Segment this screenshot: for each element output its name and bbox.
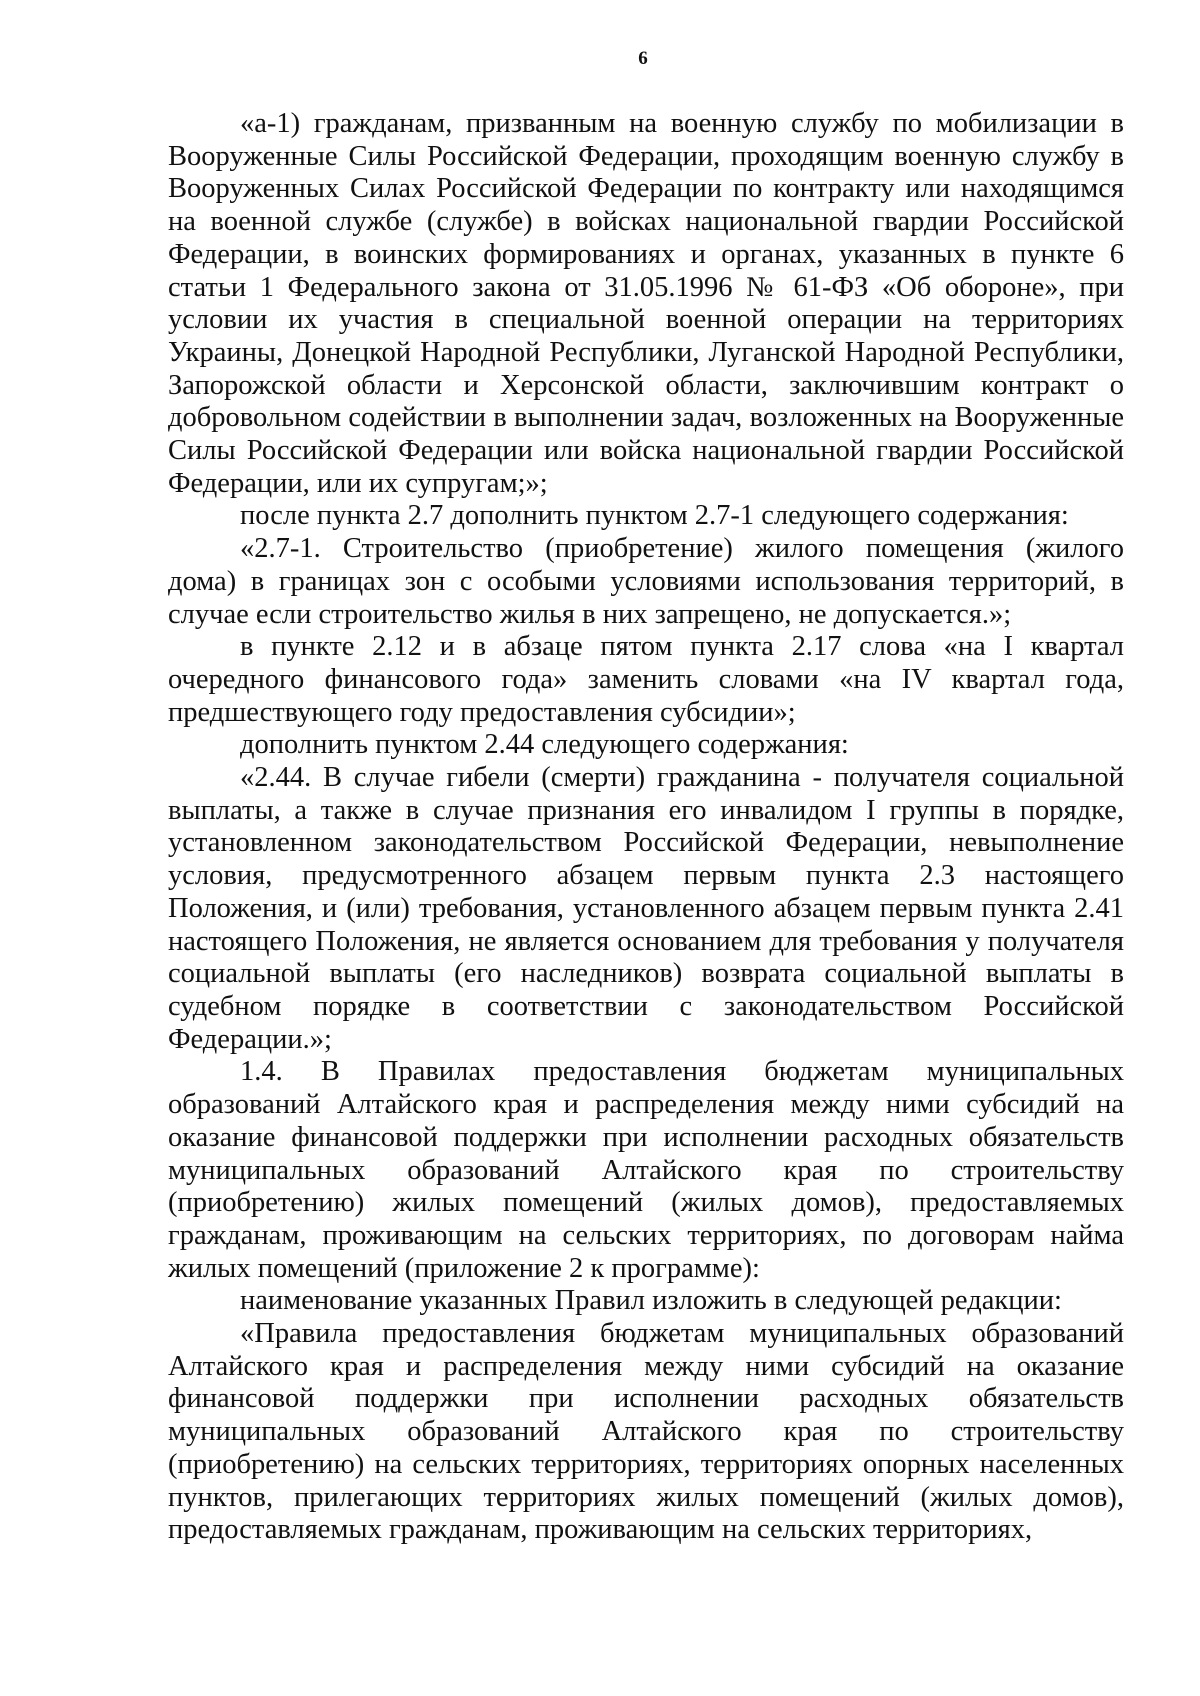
page-number: 6 <box>638 48 648 69</box>
paragraph-new-rules-title: «Правила предоставления бюджетам муниципальных образований Алтайского края и распределения между ними субсидий на оказание финансовой поддержки при исполнении расходных обязательств муниципальных образований Алтайского края по строительству (приобретению) на сельских территориях, территориях опорных населенных пунктов, прилегающих территориях жилых помещений (жилых домов), предоставляемых гражданам, проживающим на сельских территориях, <box>168 1318 1124 1546</box>
paragraph-rename-rules: наименование указанных Правил изложить в следующей редакции: <box>240 1285 1062 1317</box>
paragraph-add-2-7-1: после пункта 2.7 дополнить пунктом 2.7-1 следующего содержания: <box>240 500 1069 532</box>
document-body <box>168 108 1124 1547</box>
paragraph-2-44: «2.44. В случае гибели (смерти) гражданина - получателя социальной выплаты, а также в случае признания его инвалидом I группы в порядке, установленном законодательством Российской Федерации, невыполнение условия, предусмотренного абзацем первым пункта 2.3 настоящего Положения, и (или) требования, установленного абзацем первым пункта 2.41 настоящего Положения, не является основанием для требования у получателя социальной выплаты (его наследников) возврата социальной выплаты в судебном порядке в соответствии с законодательством Российской Федерации.»; <box>168 762 1124 1055</box>
paragraph-2-12-2-17: в пункте 2.12 и в абзаце пятом пункта 2.17 слова «на I квартал очередного финансового года» заменить словами «на IV квартал года, предшествующего году предоставления субсидии»; <box>168 631 1124 728</box>
paragraph-1-4-rules: 1.4. В Правилах предоставления бюджетам муниципальных образований Алтайского края и распределения между ними субсидий на оказание финансовой поддержки при исполнении расходных обязательств муниципальных образований Алтайского края по строительству (приобретению) жилых помещений (жилых домов), предоставляемых гражданам, проживающим на сельских территориях, по договорам найма жилых помещений (приложение 2 к программе): <box>168 1056 1124 1284</box>
paragraph-2-7-1: «2.7-1. Строительство (приобретение) жилого помещения (жилого дома) в границах зон с особыми условиями использования территорий, в случае если строительство жилья в них запрещено, не допускается.»; <box>168 533 1124 630</box>
paragraph-add-2-44: дополнить пунктом 2.44 следующего содержания: <box>240 729 849 761</box>
paragraph-a1-mobilized-citizens: «а-1) гражданам, призванным на военную службу по мобилизации в Вооруженные Силы Российской Федерации, проходящим военную службу в Вооруженных Силах Российской Федерации по контракту или находящимся на военной службе (службе) в войсках национальной гвардии Российской Федерации, в воинских формированиях и органах, указанных в пункте 6 статьи 1 Федерального закона от 31.05.1996 № 61-ФЗ «Об обороне», при условии их участия в специальной военной операции на территориях Украины, Донецкой Народной Республики, Луганской Народной Республики, Запорожской области и Херсонской области, заключившим контракт о добровольном содействии в выполнении задач, возложенных на Вооруженные Силы Российской Федерации или войска национальной гвардии Российской Федерации, или их супругам;»; <box>168 108 1124 499</box>
